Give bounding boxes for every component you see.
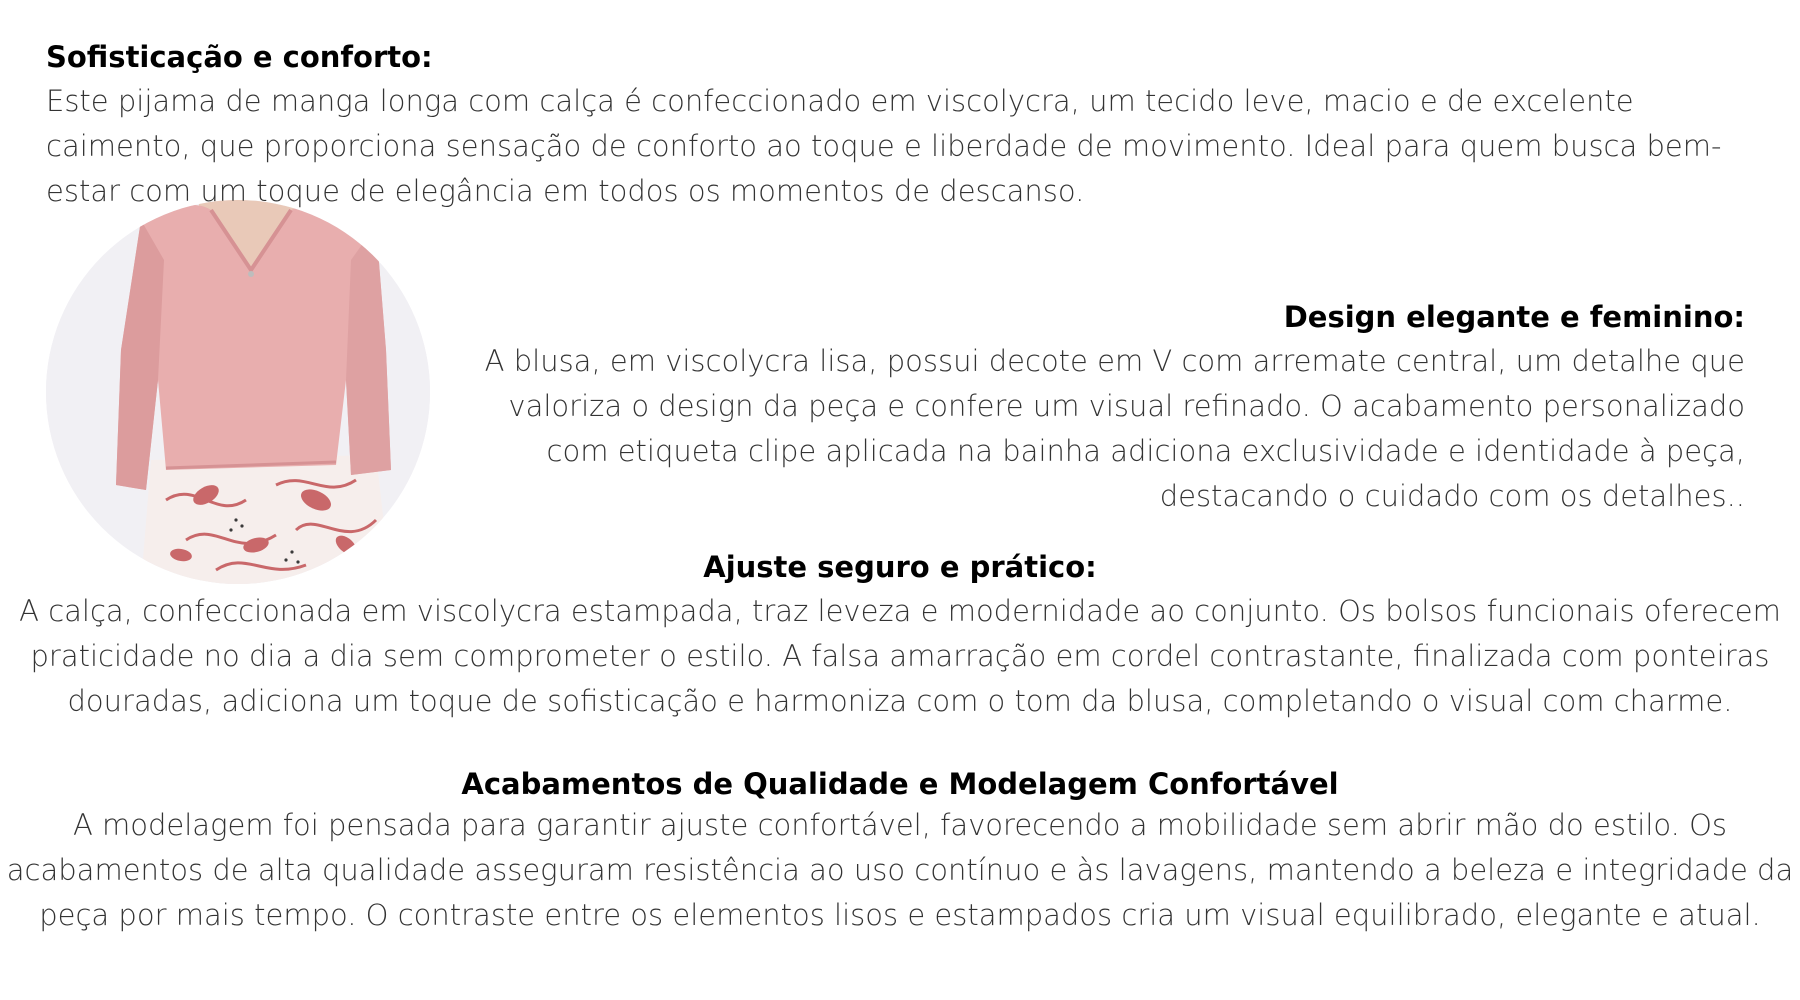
section-text: A blusa, em viscolycra lisa, possui decote em V com arremate central, um detalhe que valoriza o design da peça e confere um visual refinado. O acabamento personalizado com etiqueta clipe aplicada na bainha adiciona exclusividade e identidade à peça, destacando o cuidado com os detalhes.. — [484, 344, 1745, 513]
section-heading: Ajuste seguro e prático: — [703, 550, 1097, 584]
section-heading: Acabamentos de Qualidade e Modelagem Confortável — [461, 767, 1339, 801]
section-heading: Design elegante e feminino: — [1283, 300, 1745, 334]
product-photo — [46, 200, 430, 584]
section-acabamentos — [0, 765, 1800, 938]
section-sofisticacao — [46, 35, 1776, 214]
section-heading: Sofisticação e conforto: — [46, 40, 433, 74]
section-design — [455, 295, 1745, 519]
section-text: A calça, confeccionada em viscolycra estampada, traz leveza e modernidade ao conjunto. Os bolsos funcionais oferecem praticidade no dia a dia sem comprometer o estilo. A falsa amarração em cordel contrastante, finalizada com ponteiras douradas, adiciona um toque de sofisticação e harmoniza com o tom da blusa, completando o visual com charme. — [19, 594, 1781, 718]
section-text: A modelagem foi pensada para garantir ajuste confortável, favorecendo a mobilidade sem abrir mão do estilo. Os acabamentos de alta qualidade asseguram resistência ao uso contínuo e às lavagens, mantendo a beleza e integridade da peça por mais tempo. O contraste entre os elementos lisos e estampados cria um visual equilibrado, elegante e atual. — [6, 808, 1794, 932]
section-text: Este pijama de manga longa com calça é confeccionado em viscolycra, um tecido leve, macio e de excelente caimento, que proporciona sensação de conforto ao toque e liberdade de movimento. Ideal para quem busca bem-estar com um toque de elegância em todos os momentos de descanso. — [46, 84, 1722, 208]
